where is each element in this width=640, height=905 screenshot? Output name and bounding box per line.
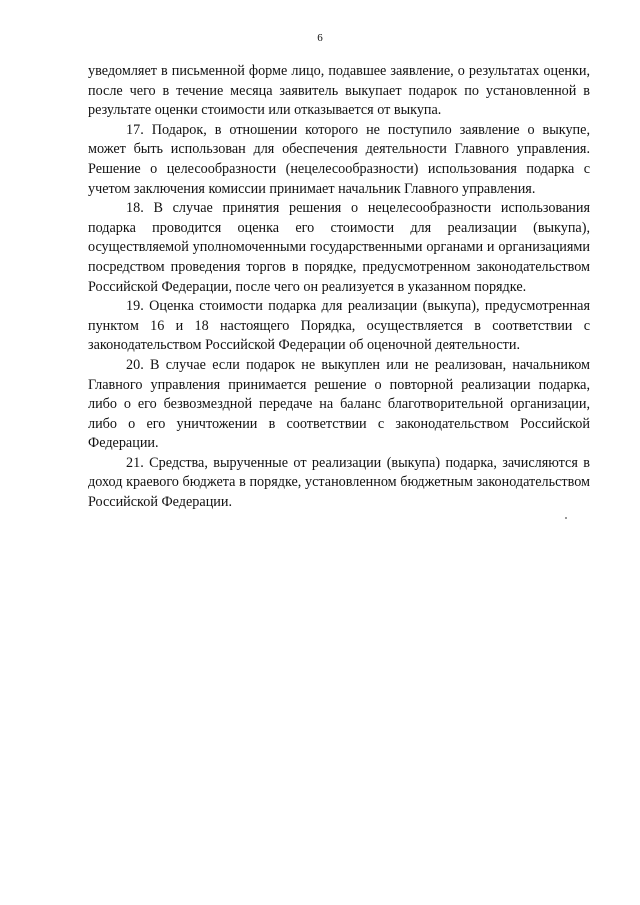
paragraph-continuation: уведомляет в письменной форме лицо, подавшее заявление, о результатах оценки, после чего в течение месяца заявитель выкупает подарок по установленной в результате оценки стоимости или отказывается от выкупа. (88, 63, 590, 119)
page-number: 6 (317, 32, 323, 44)
document-body (88, 62, 590, 513)
scan-speck (565, 517, 567, 519)
paragraph-20: 20. В случае если подарок не выкуплен или не реализован, начальником Главного управления принимается решение о повторной реализации подарка, либо о его безвозмездной передаче на баланс благотворительной организации, либо о его уничтожении в соответствии с законодательством Российской Федерации. (88, 356, 590, 452)
paragraph-17: 17. Подарок, в отношении которого не поступило заявление о выкупе, может быть использован для обеспечения деятельности Главного управления. Решение о целесообразности (нецелесообразности) использования подарка с учетом заключения комиссии принимает начальник Главного управления. (88, 121, 590, 197)
paragraph-21: 21. Средства, вырученные от реализации (выкупа) подарка, зачисляются в доход краевого бюджета в порядке, установленном бюджетным законодательством Российской Федерации. (88, 454, 590, 511)
paragraph-19: 19. Оценка стоимости подарка для реализации (выкупа), предусмотренная пунктом 16 и 18 настоящего Порядка, осуществляется в соответствии с законодательством Российской Федерации об оценочной деятельности. (88, 298, 590, 354)
paragraph-18: 18. В случае принятия решения о нецелесообразности использования подарка проводится оценка его стоимости для реализации (выкупа), осуществляемой уполномоченными государственными органами и организациями посредством проведения торгов в порядке, предусмотренном законодательством Российской Федерации, после чего он реализуется в указанном порядке. (88, 200, 590, 295)
